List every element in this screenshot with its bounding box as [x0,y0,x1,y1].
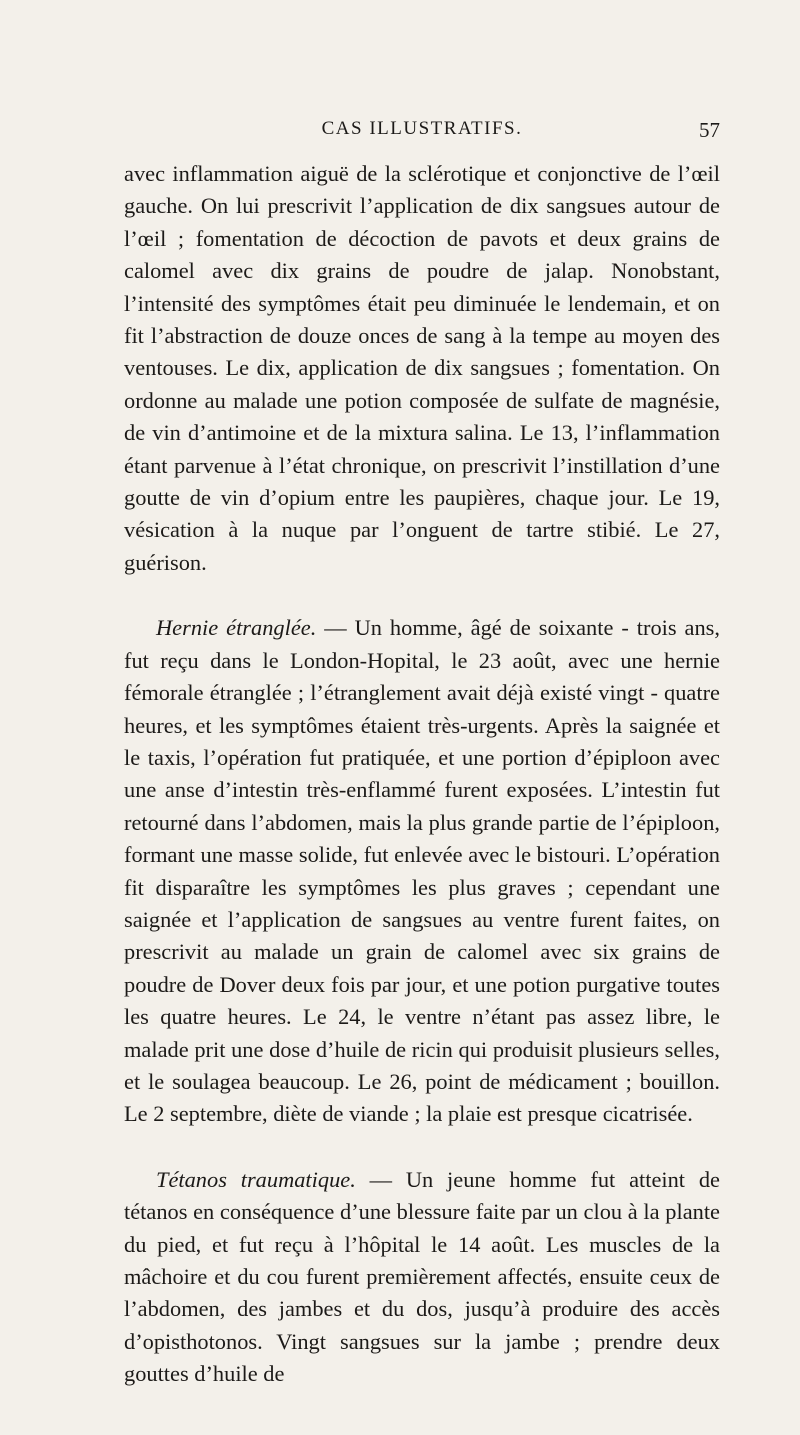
body-text [124,158,720,1391]
paragraph-continuation [124,158,720,579]
paragraph-text: — Un homme, âgé de soixante - trois ans, fut reçu dans le London-Hopital, le 23 août, avec une hernie fémorale étranglée ; l’étranglement avait déjà existé vingt - quatre heures, et les symptômes étaient très-urgents. Après la saignée et le taxis, l’opération fut pratiquée, et une portion d’épiploon avec une anse d’intestin très-enflammé furent exposées. L’intestin fut retourné dans l’abdomen, mais la plus grande partie de l’épiploon, formant une masse solide, fut enlevée avec le bistouri. L’opération fit disparaître les symptômes les plus graves ; cependant une saignée et l’application de sangsues au ventre furent faites, on prescrivit au malade un grain de calomel avec six grains de poudre de Dover deux fois par jour, et une potion purgative toutes les quatre heures. Le 24, le ventre n’étant pas assez libre, le malade prit une dose d’huile de ricin qui produisit plusieurs selles, et le soulagea beaucoup. Le 26, point de médicament ; bouillon. Le 2 septembre, diète de viande ; la plaie est presque cicatrisée. [124,615,720,1127]
paragraph-text: — Un jeune homme fut atteint de tétanos en conséquence d’une blessure faite par un clou à la plante du pied, et fut reçu à l’hôpital le 14 août. Les muscles de la mâchoire et du cou furent premièrement affectés, ensuite ceux de l’abdomen, des jambes et du dos, jusqu’à produire des accès d’opisthotonos. Vingt sangsues sur la jambe ; prendre deux gouttes d’huile de [124,1166,720,1387]
paragraph-hernie-etranglee [124,612,720,1131]
running-title: CAS ILLUSTRATIFS. [321,118,523,139]
paragraph-tetanos-traumatique [124,1164,720,1391]
paragraph-text: avec inflammation aiguë de la sclérotique et conjonctive de l’œil gauche. On lui prescrivit l’application de dix sangsues autour de l’œil ; fomentation de décoction de pavots et deux grains de calomel avec dix grains de poudre de jalap. Nonobstant, l’intensité des symptômes était peu diminuée le lendemain, et on fit l’abstraction de douze onces de sang à la tempe au moyen des ventouses. Le dix, application de dix sangsues ; fomentation. On ordonne au malade une potion composée de sulfate de magnésie, de vin d’antimoine et de la mixtura salina. Le 13, l’inflammation étant parvenue à l’état chronique, on prescrivit l’instillation d’une goutte de vin d’opium entre les paupières, chaque jour. Le 19, vésication à la nuque par l’onguent de tartre stibié. Le 27, guérison. [124,161,720,575]
case-title: Hernie étranglée. [156,615,317,641]
case-title: Tétanos traumatique. [156,1166,356,1192]
page-number: 57 [699,118,720,142]
running-head [124,118,720,148]
